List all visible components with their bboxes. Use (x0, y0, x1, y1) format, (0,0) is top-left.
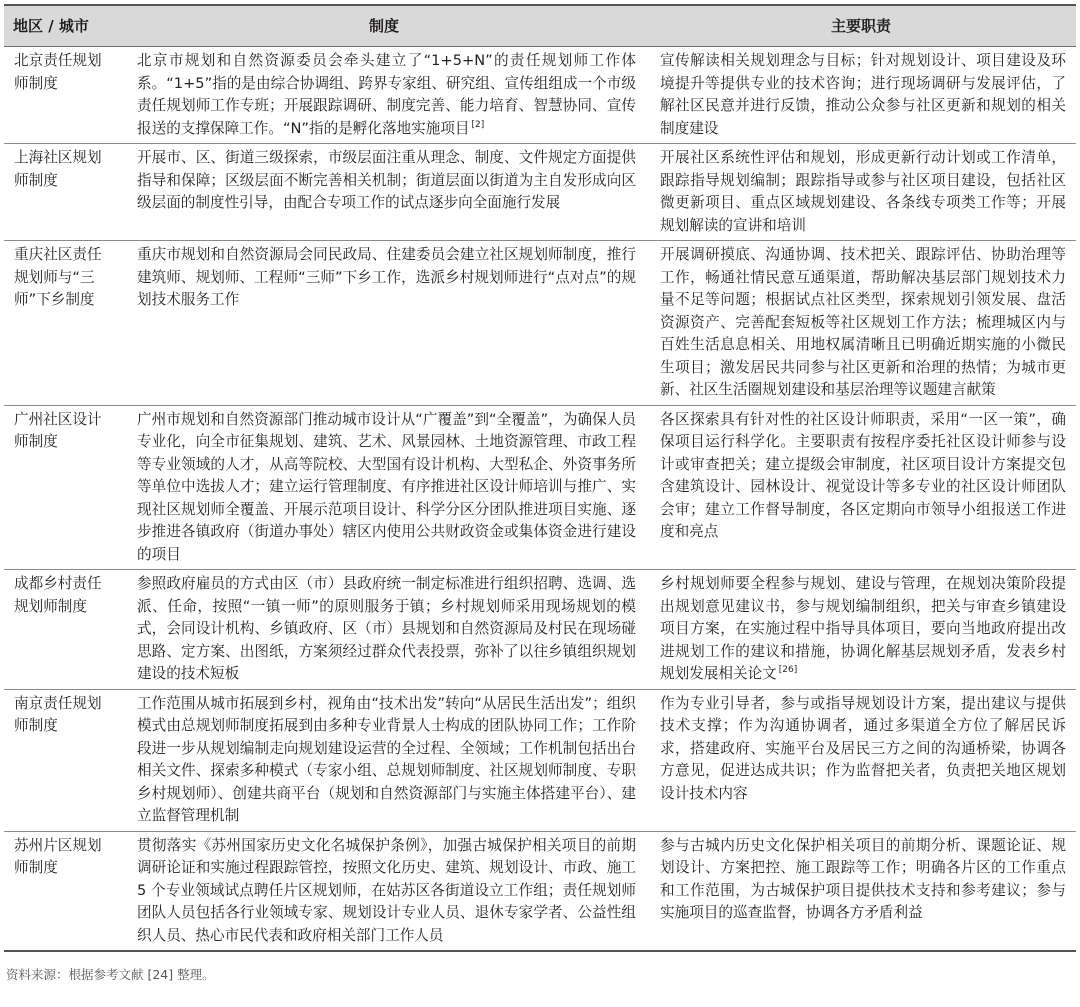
row-duties-shanghai (646, 144, 1076, 241)
row-region-beijing: 北京责任规划师制度 (4, 47, 122, 144)
row-region-chengdu: 成都乡村责任规划师制度 (4, 570, 122, 690)
row-system-beijing (122, 47, 646, 144)
system-text: 工作范围从城市拓展到乡村，视角由“技术出发”转向“从居民生活出发”；组织模式由总规划师制度拓展到由多种专业背景人士构成的团队协同工作；工作阶段进一步从规划编制走向规划建设运营的全过程、全领域；工作机制包括出台相关文件、探索多种模式（专家小组、总规划师制度、社区规划师制度、专职乡村规划师）、创建共商平台（规划和自然资源部门与实施主体搭建平台）、建立监督管理机制 (137, 694, 636, 824)
table-container (4, 0, 1076, 983)
table-row (4, 47, 1076, 144)
header-row (4, 5, 1076, 47)
row-duties-chongqing (646, 241, 1076, 406)
row-system-shanghai (122, 144, 646, 241)
duties-text: 各区探索具有针对性的社区设计师职责，采用“一区一策”，确保项目运行科学化。主要职责有按程序委托社区设计师参与设计或审查把关；建立提级会审制度，社区项目设计方案提交包含建筑设计、园林设计、视觉设计等多专业的社区设计师团队会审；建立工作督导制度，各区定期向市领导小组报送工作进度和亮点 (660, 410, 1066, 540)
row-duties-suzhou (646, 831, 1076, 951)
row-region-guangzhou: 广州社区设计师制度 (4, 405, 122, 570)
row-system-nanjing (122, 689, 646, 831)
system-text: 开展市、区、街道三级探索，市级层面注重从理念、制度、文件规定方面提供指导和保障；区级层面不断完善相关机制；街道层面以街道为主自发形成向区级层面的制度性引导，由配合专项工作的试点逐步向全面施行发展 (137, 149, 636, 211)
row-region-chongqing: 重庆社区责任规划师与“三师”下乡制度 (4, 241, 122, 406)
row-duties-nanjing (646, 689, 1076, 831)
reference-mark: [2] (471, 119, 485, 130)
row-duties-beijing (646, 47, 1076, 144)
system-text: 重庆市规划和自然资源局会同民政局、住建委员会建立社区规划师制度，推行建筑师、规划师、工程师“三师”下乡工作，选派乡村规划师进行“点对点”的规划技术服务工作 (137, 246, 636, 308)
header-duties: 主要职责 (646, 5, 1076, 47)
duties-text: 乡村规划师要全程参与规划、建设与管理，在规划决策阶段提出规划意见建议书，参与规划编制组织，把关与审查乡镇建设项目方案，在实施过程中指导具体项目，要向当地政府提出改进规划工作的建议和措施，协调化解基层规划矛盾，发表乡村规划发展相关论文 (660, 575, 1066, 682)
row-system-suzhou (122, 831, 646, 951)
duties-text: 参与古城内历史文化保护相关项目的前期分析、课题论证、规划设计、方案把控、施工跟踪等工作；明确各片区的工作重点和工作范围，为古城保护项目提供技术支持和参考建议；参与实施项目的巡查监督，协调各方矛盾利益 (660, 836, 1066, 921)
header-system: 制度 (122, 5, 646, 47)
row-region-shanghai: 上海社区规划师制度 (4, 144, 122, 241)
table-row (4, 144, 1076, 241)
reference-mark: [26] (778, 665, 798, 676)
table-header (4, 5, 1076, 47)
table-body (4, 47, 1076, 952)
row-duties-guangzhou (646, 405, 1076, 570)
duties-text: 宣传解读相关规划理念与目标；针对规划设计、项目建设及环境提升等提供专业的技术咨询；进行现场调研与发展评估，了解社区民意并进行反馈，推动公众参与社区更新和规划的相关制度建设 (660, 52, 1066, 137)
source-note: 资料来源：根据参考文献 [24] 整理。 (6, 967, 215, 982)
table-row (4, 689, 1076, 831)
planner-system-table (4, 4, 1076, 952)
row-system-chengdu (122, 570, 646, 690)
row-duties-chengdu (646, 570, 1076, 690)
row-system-chongqing (122, 241, 646, 406)
table-row (4, 241, 1076, 406)
system-text: 广州市规划和自然资源部门推动城市设计从“广覆盖”到“全覆盖”，为确保人员专业化，向全市征集规划、建筑、艺术、风景园林、土地资源管理、市政工程等专业领域的人才，从高等院校、大型国有设计机构、大型私企、外资事务所等单位中选拔人才；建立运行管理制度、有序推进社区设计师培训与推广、实现社区规划师全覆盖、开展示范项目设计、科学分区分团队推进项目实施、逐步推进各镇政府（街道办事处）辖区内使用公共财政资金或集体资金进行建设的项目 (137, 410, 636, 563)
duties-text: 开展社区系统性评估和规划，形成更新行动计划或工作清单，跟踪指导规划编制；跟踪指导或参与社区项目建设，包括社区微更新项目、重点区域规划建设、各条线专项类工作等；开展规划解读的宣讲和培训 (660, 149, 1066, 234)
table-row (4, 570, 1076, 690)
row-region-nanjing: 南京责任规划师制度 (4, 689, 122, 831)
header-region: 地区 / 城市 (4, 5, 122, 47)
system-text: 参照政府雇员的方式由区（市）县政府统一制定标准进行组织招聘、选调、选派、任命，按照“一镇一师”的原则服务于镇；乡村规划师采用现场规划的模式，会同设计机构、乡镇政府、区（市）县规划和自然资源局及村民在现场碰思路、定方案、出图纸，方案须经过群众代表投票，弥补了以往乡镇组织规划建设的技术短板 (137, 575, 636, 682)
table-row (4, 405, 1076, 570)
duties-text: 开展调研摸底、沟通协调、技术把关、跟踪评估、协助治理等工作，畅通社情民意互通渠道，帮助解决基层部门规划技术力量不足等问题；根据试点社区类型，探索规划引领发展、盘活资源资产、完善配套短板等社区规划工作方法；梳理城区内与百姓生活息息相关、用地权属清晰且已明确近期实施的小微民生项目；激发居民共同参与社区更新和治理的热情；为城市更新、社区生活圈规划建设和基层治理等议题建言献策 (660, 246, 1066, 398)
duties-text: 作为专业引导者，参与或指导规划设计方案，提出建议与提供技术支撑；作为沟通协调者，通过多渠道全方位了解居民诉求，搭建政府、实施平台及居民三方之间的沟通桥梁，协调各方意见，促进达成共识；作为监督把关者，负责把关地区规划设计技术内容 (660, 694, 1066, 802)
system-text: 贯彻落实《苏州国家历史文化名城保护条例》，加强古城保护相关项目的前期调研论证和实施过程跟踪管控，按照文化历史、建筑、规划设计、市政、施工 5 个专业领域试点聘任片区规划师，在姑苏区各街道设立工作组；责任规划师团队人员包括各行业领域专家、规划设计专业人员、退休专家学者、公益性组织人员、热心市民代表和政府相关部门工作人员 (137, 836, 636, 944)
table-row (4, 831, 1076, 951)
system-text: 北京市规划和自然资源委员会牵头建立了“1+5+N”的责任规划师工作体系。“1+5”指的是由综合协调组、跨界专家组、研究组、宣传组组成一个市级责任规划师工作专班；开展跟踪调研、制度完善、能力培育、智慧协同、宣传报送的支撑保障工作。“N”指的是孵化落地实施项目 (137, 52, 636, 137)
row-region-suzhou: 苏州片区规划师制度 (4, 831, 122, 951)
row-system-guangzhou (122, 405, 646, 570)
